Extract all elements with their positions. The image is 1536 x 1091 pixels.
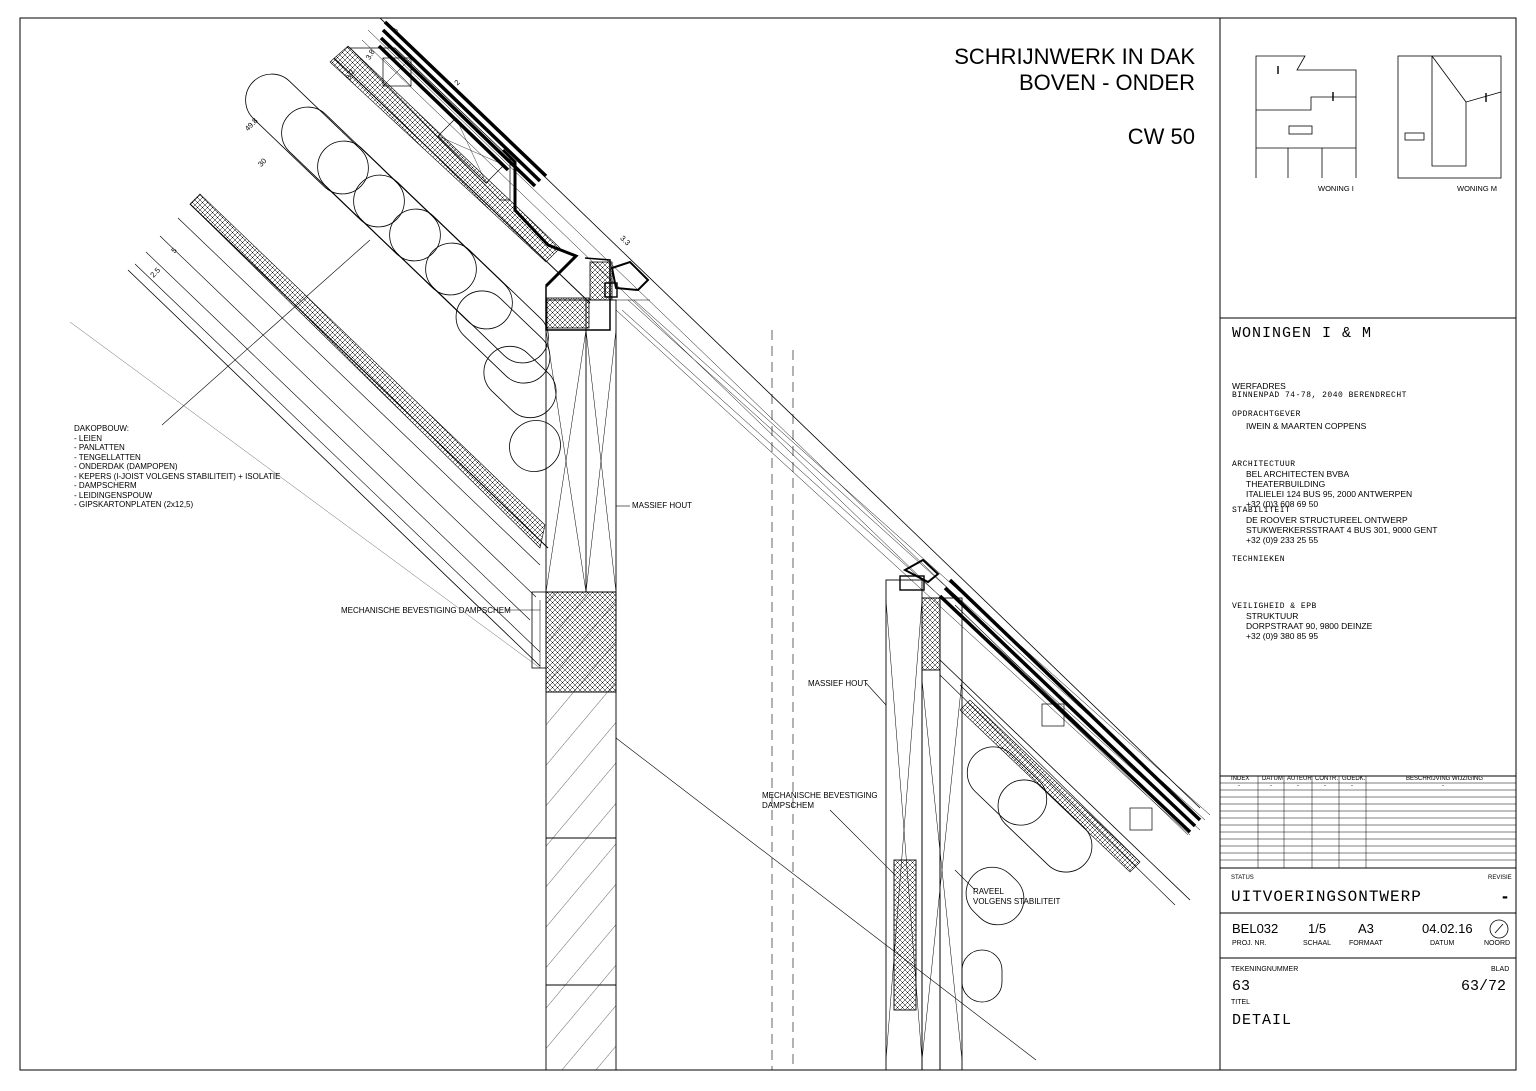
dim-2-5: 2.5: [148, 265, 163, 280]
veiligheid-value: STRUKTUUR DORPSTRAAT 90, 9800 DEINZE +32 (0)9 380 85 95: [1246, 611, 1373, 641]
blad-label: BLAD: [1491, 966, 1510, 973]
north-arrow-icon: [1488, 918, 1510, 940]
revisie-label: REVISIE: [1488, 875, 1512, 881]
rev-cell-datum: -: [1270, 783, 1272, 789]
revisie-value: -: [1502, 886, 1508, 906]
label-mech-bevestiging-1: MECHANISCHE BEVESTIGING DAMPSCHEM: [341, 606, 511, 615]
dim-3-3: 3.3: [618, 233, 633, 248]
tekeningnummer-value: 63: [1232, 978, 1251, 995]
rev-header-index: INDEX: [1231, 776, 1250, 782]
wall-lower: [546, 592, 616, 1070]
fixing-block: [532, 592, 546, 668]
schaal-value: 1/5: [1308, 921, 1327, 936]
veiligheid-label: VEILIGHEID & EPB: [1232, 602, 1317, 611]
schaal-label: SCHAAL: [1303, 940, 1332, 947]
blad-value: 63/72: [1461, 978, 1507, 995]
proj-nr-value: BEL032: [1232, 921, 1279, 936]
title-code: CW 50: [1127, 124, 1195, 149]
timber-post-upper: [546, 300, 616, 592]
title-line-1: SCHRIJNWERK IN DAK: [954, 44, 1195, 69]
label-massief-hout-2: MASSIEF HOUT: [808, 679, 869, 688]
architectuur-value: BEL ARCHITECTEN BVBA THEATERBUILDING ITALIELEI 124 BUS 95, 2000 ANTWERPEN +32 (0)3 608 69 50: [1246, 469, 1413, 509]
label-mech-bevestiging-2: MECHANISCHE BEVESTIGING DAMPSCHEM: [762, 791, 878, 810]
rev-header-auteur: AUTEUR: [1287, 776, 1312, 782]
rev-header-beschrijving: BESCHRIJVING WIJZIGING: [1406, 776, 1484, 782]
stabiliteit-label: STABILITEIT: [1232, 506, 1291, 515]
status-label: STATUS: [1231, 875, 1254, 881]
roof-package-right: [940, 580, 1200, 905]
dim-2: 2: [452, 77, 462, 88]
label-massief-hout-1: MASSIEF HOUT: [632, 501, 693, 510]
dim-3-8: 3.8: [363, 47, 377, 62]
rev-header-goedk: GOEDK.: [1342, 776, 1366, 782]
datum-value: 04.02.16: [1422, 921, 1473, 936]
titel-value: DETAIL: [1232, 1012, 1293, 1029]
opdrachtgever-label: OPDRACHTGEVER: [1232, 410, 1301, 419]
dakopbouw-note: DAKOPBOUW: - LEIEN - PANLATTEN - TENGELLATTEN - ONDERDAK (DAMPOPEN) - KEPERS (I-JOIST VOLGENS STABILITEIT) + ISOLATIE - DAMPSCHERM - LEIDINGENSPOUW - GIPSKARTONPLATEN (2x12,5): [74, 424, 281, 509]
proj-nr-label: PROJ. NR.: [1232, 940, 1267, 947]
stabiliteit-value: DE ROOVER STRUCTUREEL ONTWERP STUKWERKERSSTRAAT 4 BUS 301, 9000 GENT +32 (0)9 233 25 55: [1246, 515, 1438, 545]
werfadres-label: WERFADRES: [1232, 381, 1286, 391]
label-raveel: RAVEEL VOLGENS STABILITEIT: [973, 887, 1061, 906]
rev-header-datum: DATUM: [1262, 776, 1283, 782]
formaat-label: FORMAAT: [1349, 940, 1383, 947]
dim-8: 8: [390, 26, 401, 35]
technieken-label: TECHNIEKEN: [1232, 555, 1286, 564]
title-line-2: BOVEN - ONDER: [1018, 70, 1195, 95]
keyplan-label-woning-m: WONING M: [1457, 184, 1497, 193]
datum-label: DATUM: [1430, 940, 1455, 947]
dim-30: 30: [256, 156, 269, 169]
rev-cell-index: -: [1238, 783, 1240, 789]
rev-cell-goedk: -: [1351, 783, 1353, 789]
revision-table: [1220, 776, 1516, 868]
project-name: WONINGEN I & M: [1232, 325, 1373, 342]
architectuur-label: ARCHITECTUUR: [1232, 460, 1296, 469]
keyplan-woning-i: [1256, 56, 1356, 178]
timber-post-lower: [886, 560, 962, 1070]
keyplan-woning-m: [1398, 56, 1501, 178]
rev-cell-auteur: -: [1297, 783, 1299, 789]
opdrachtgever-value: IWEIN & MAARTEN COPPENS: [1246, 421, 1367, 431]
noord-label: NOORD: [1484, 940, 1511, 947]
rev-cell-beschrijving: -: [1442, 783, 1444, 789]
keyplan-label-woning-i: WONING I: [1318, 184, 1354, 193]
formaat-value: A3: [1358, 921, 1374, 936]
werfadres-value: BINNENPAD 74-78, 2040 BERENDRECHT: [1232, 391, 1407, 400]
rev-header-contr: CONTR.: [1315, 776, 1338, 782]
dim-3-2: 3.2: [343, 67, 357, 82]
status-value: UITVOERINGSONTWERP: [1231, 888, 1422, 906]
rev-cell-contr: -: [1324, 783, 1326, 789]
titel-label: TITEL: [1231, 999, 1251, 1006]
dim-5: 5: [169, 245, 179, 256]
dim-49-8: 49.8: [242, 116, 260, 133]
tekeningnummer-label: TEKENINGNUMMER: [1231, 966, 1299, 973]
